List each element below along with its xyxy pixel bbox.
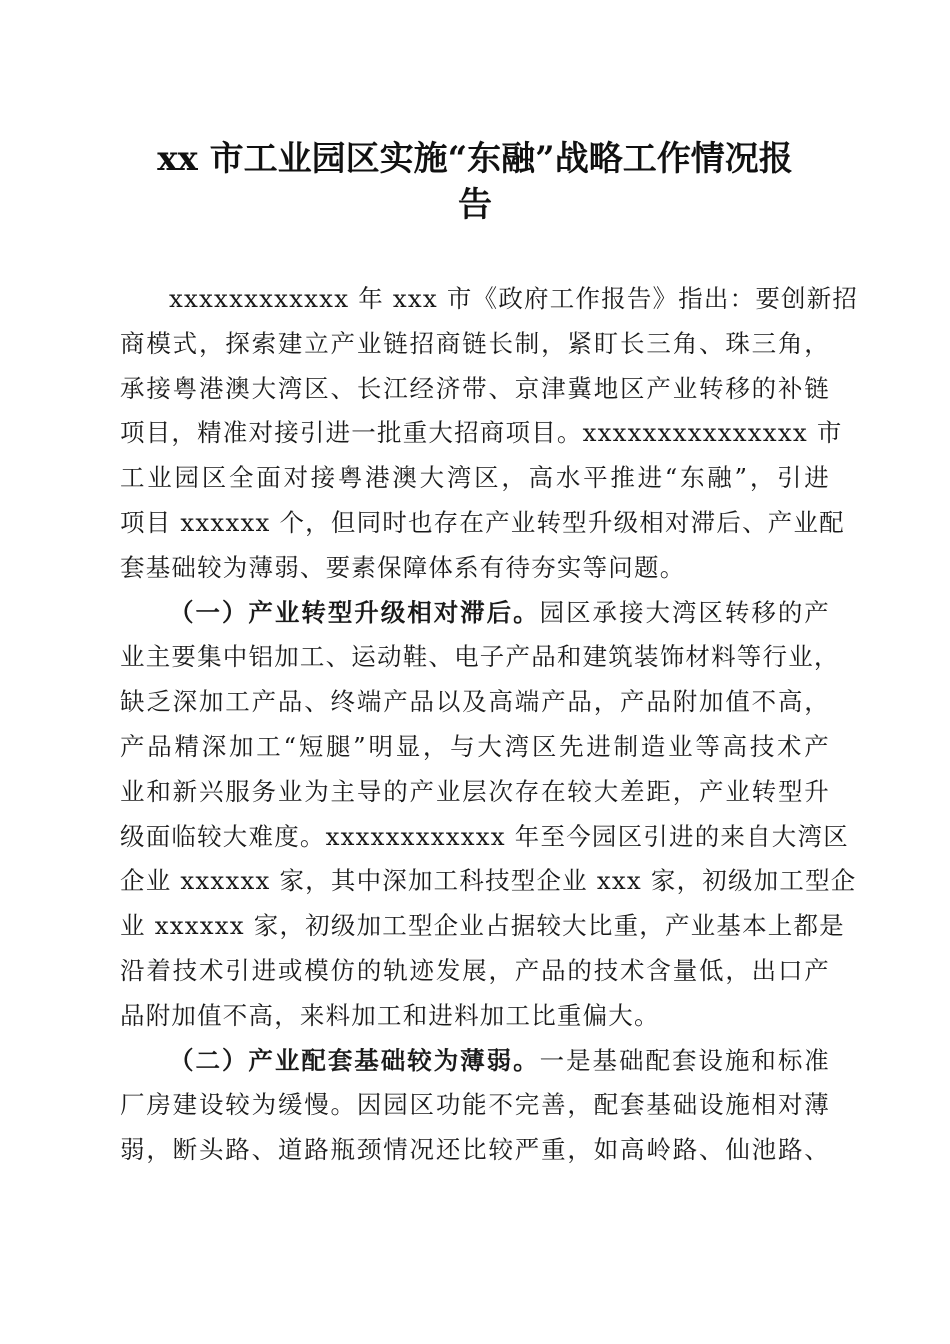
- paragraph-intro: [120, 277, 859, 591]
- title-line-2: 告: [458, 185, 492, 225]
- text-line: 工业园区全面对接粤港澳大湾区，高水平推进“东融”，引进: [120, 463, 830, 493]
- text-line: 弱，断头路、道路瓶颈情况还比较严重，如高岭路、仙池路、: [120, 1135, 830, 1165]
- text-line: xxxxxxxxxxxx 年 xxx 市《政府工作报告》指出：要创新招: [169, 284, 859, 313]
- text-line: 级面临较大难度。xxxxxxxxxxxx 年至今园区引进的来自大湾区: [120, 821, 849, 851]
- paragraph-section-1: [120, 591, 857, 1039]
- text-line: 产品精深加工“短腿”明显，与大湾区先进制造业等高技术产: [120, 731, 830, 761]
- document-title: [120, 136, 830, 228]
- text-line: [120, 1039, 830, 1084]
- text-line: 业 xxxxxx 家，初级加工型企业占据较大比重，产业基本上都是: [120, 911, 845, 941]
- text-line: 项目，精准对接引进一批重大招商项目。xxxxxxxxxxxxxxx 市: [120, 418, 843, 448]
- title-line-1: xx 市工业园区实施“东融”战略工作情况报: [157, 139, 793, 179]
- text-line: 品附加值不高，来料加工和进料加工比重偏大。: [120, 1000, 660, 1030]
- section-2-heading: （二）产业配套基础较为薄弱。: [169, 1045, 540, 1075]
- text-line: 缺乏深加工产品、终端产品以及高端产品，产品附加值不高，: [120, 687, 830, 717]
- text-line: 商模式，探索建立产业链招商链长制，紧盯长三角、珠三角，: [120, 328, 830, 358]
- section-1-first-text: 园区承接大湾区转移的产: [539, 597, 830, 627]
- text-line: 厂房建设较为缓慢。因园区功能不完善，配套基础设施相对薄: [120, 1090, 830, 1120]
- text-line: 业和新兴服务业为主导的产业层次存在较大差距，产业转型升: [120, 776, 830, 806]
- text-line: 沿着技术引进或模仿的轨迹发展，产品的技术含量低，出口产: [120, 955, 830, 985]
- text-line: [120, 591, 830, 636]
- section-2-first-text: 一是基础配套设施和标准: [539, 1045, 830, 1075]
- text-line: 套基础较为薄弱、要素保障体系有待夯实等问题。: [120, 552, 686, 582]
- paragraph-section-2: [120, 1039, 830, 1173]
- document-body: [120, 277, 859, 1173]
- text-line: 承接粤港澳大湾区、长江经济带、京津冀地区产业转移的补链: [120, 373, 830, 403]
- text-line: 企业 xxxxxx 家，其中深加工科技型企业 xxx 家，初级加工型企: [120, 866, 857, 896]
- text-line: 项目 xxxxxx 个，但同时也存在产业转型升级相对滞后、产业配: [120, 507, 845, 537]
- text-line: 业主要集中铝加工、运动鞋、电子产品和建筑装饰材料等行业，: [120, 642, 840, 672]
- section-1-heading: （一）产业转型升级相对滞后。: [169, 597, 540, 627]
